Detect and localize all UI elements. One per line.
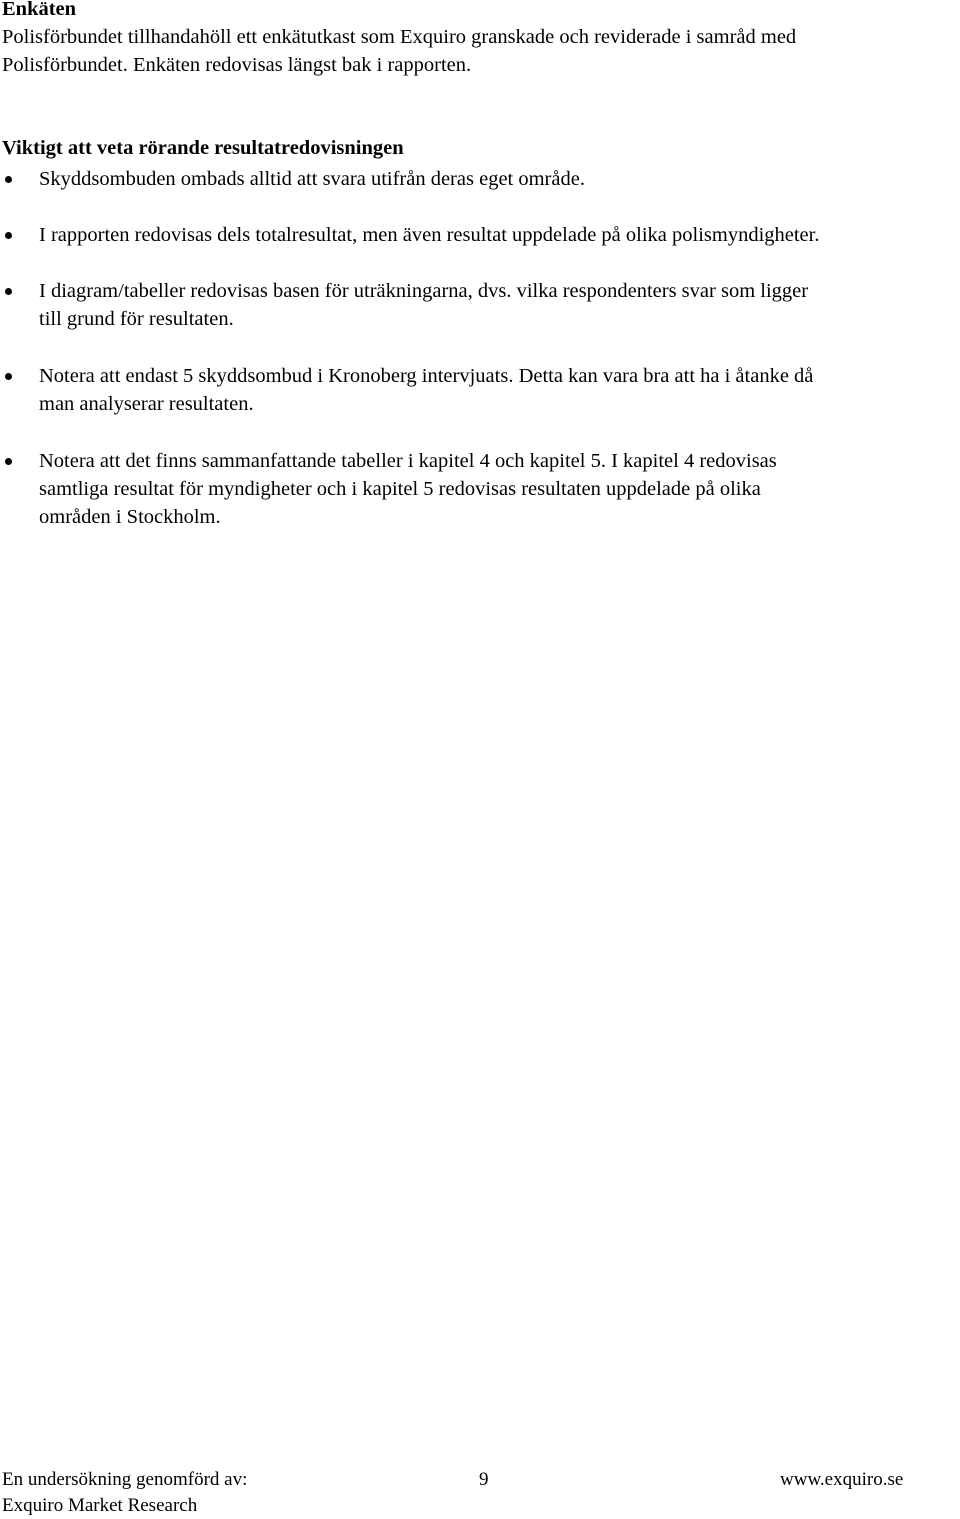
list-item-line: samtliga resultat för myndigheter och i kapitel 5 redovisas resultaten uppdelade på olika xyxy=(39,478,761,500)
intro-paragraph xyxy=(2,23,947,79)
bullet-icon xyxy=(5,373,12,380)
list-item-text xyxy=(39,362,954,418)
section-heading-viktigt: Viktigt att veta rörande resultatredovisningen xyxy=(2,137,404,159)
footer-credit: En undersökning genomförd av: xyxy=(2,1469,248,1490)
bullet-icon xyxy=(5,176,12,183)
bullet-icon xyxy=(5,288,12,295)
list-item-line: områden i Stockholm. xyxy=(39,506,221,528)
list-item-line: I rapporten redovisas dels totalresultat, men även resultat uppdelade på olika polismyndigheter. xyxy=(39,224,820,246)
list-item-line: man analyserar resultaten. xyxy=(39,393,254,415)
list-item-line: till grund för resultaten. xyxy=(39,308,234,330)
page-number: 9 xyxy=(479,1469,489,1490)
list-item-line: I diagram/tabeller redovisas basen för uträkningarna, dvs. vilka respondenters svar som ligger xyxy=(39,280,809,302)
footer-left xyxy=(2,1467,247,1519)
bullet-icon xyxy=(5,458,12,465)
list-item-text xyxy=(39,447,954,531)
list-item-text xyxy=(39,221,954,249)
bullet-icon xyxy=(5,232,12,239)
footer-website: www.exquiro.se xyxy=(780,1469,904,1490)
list-item-line: Notera att det finns sammanfattande tabeller i kapitel 4 och kapitel 5. I kapitel 4 redovisas xyxy=(39,450,777,472)
list-item-text xyxy=(39,165,954,193)
paragraph-line: Polisförbundet. Enkäten redovisas längst bak i rapporten. xyxy=(2,54,472,76)
list-item-line: Skyddsombuden ombads alltid att svara utifrån deras eget område. xyxy=(39,168,585,190)
section-heading-enkaten: Enkäten xyxy=(2,0,77,20)
footer-company: Exquiro Market Research xyxy=(2,1495,198,1516)
paragraph-line: Polisförbundet tillhandahöll ett enkätutkast som Exquiro granskade och reviderade i samråd med xyxy=(2,26,797,48)
list-item-line: Notera att endast 5 skyddsombud i Kronoberg intervjuats. Detta kan vara bra att ha i åtanke då xyxy=(39,365,814,387)
list-item-text xyxy=(39,277,954,333)
